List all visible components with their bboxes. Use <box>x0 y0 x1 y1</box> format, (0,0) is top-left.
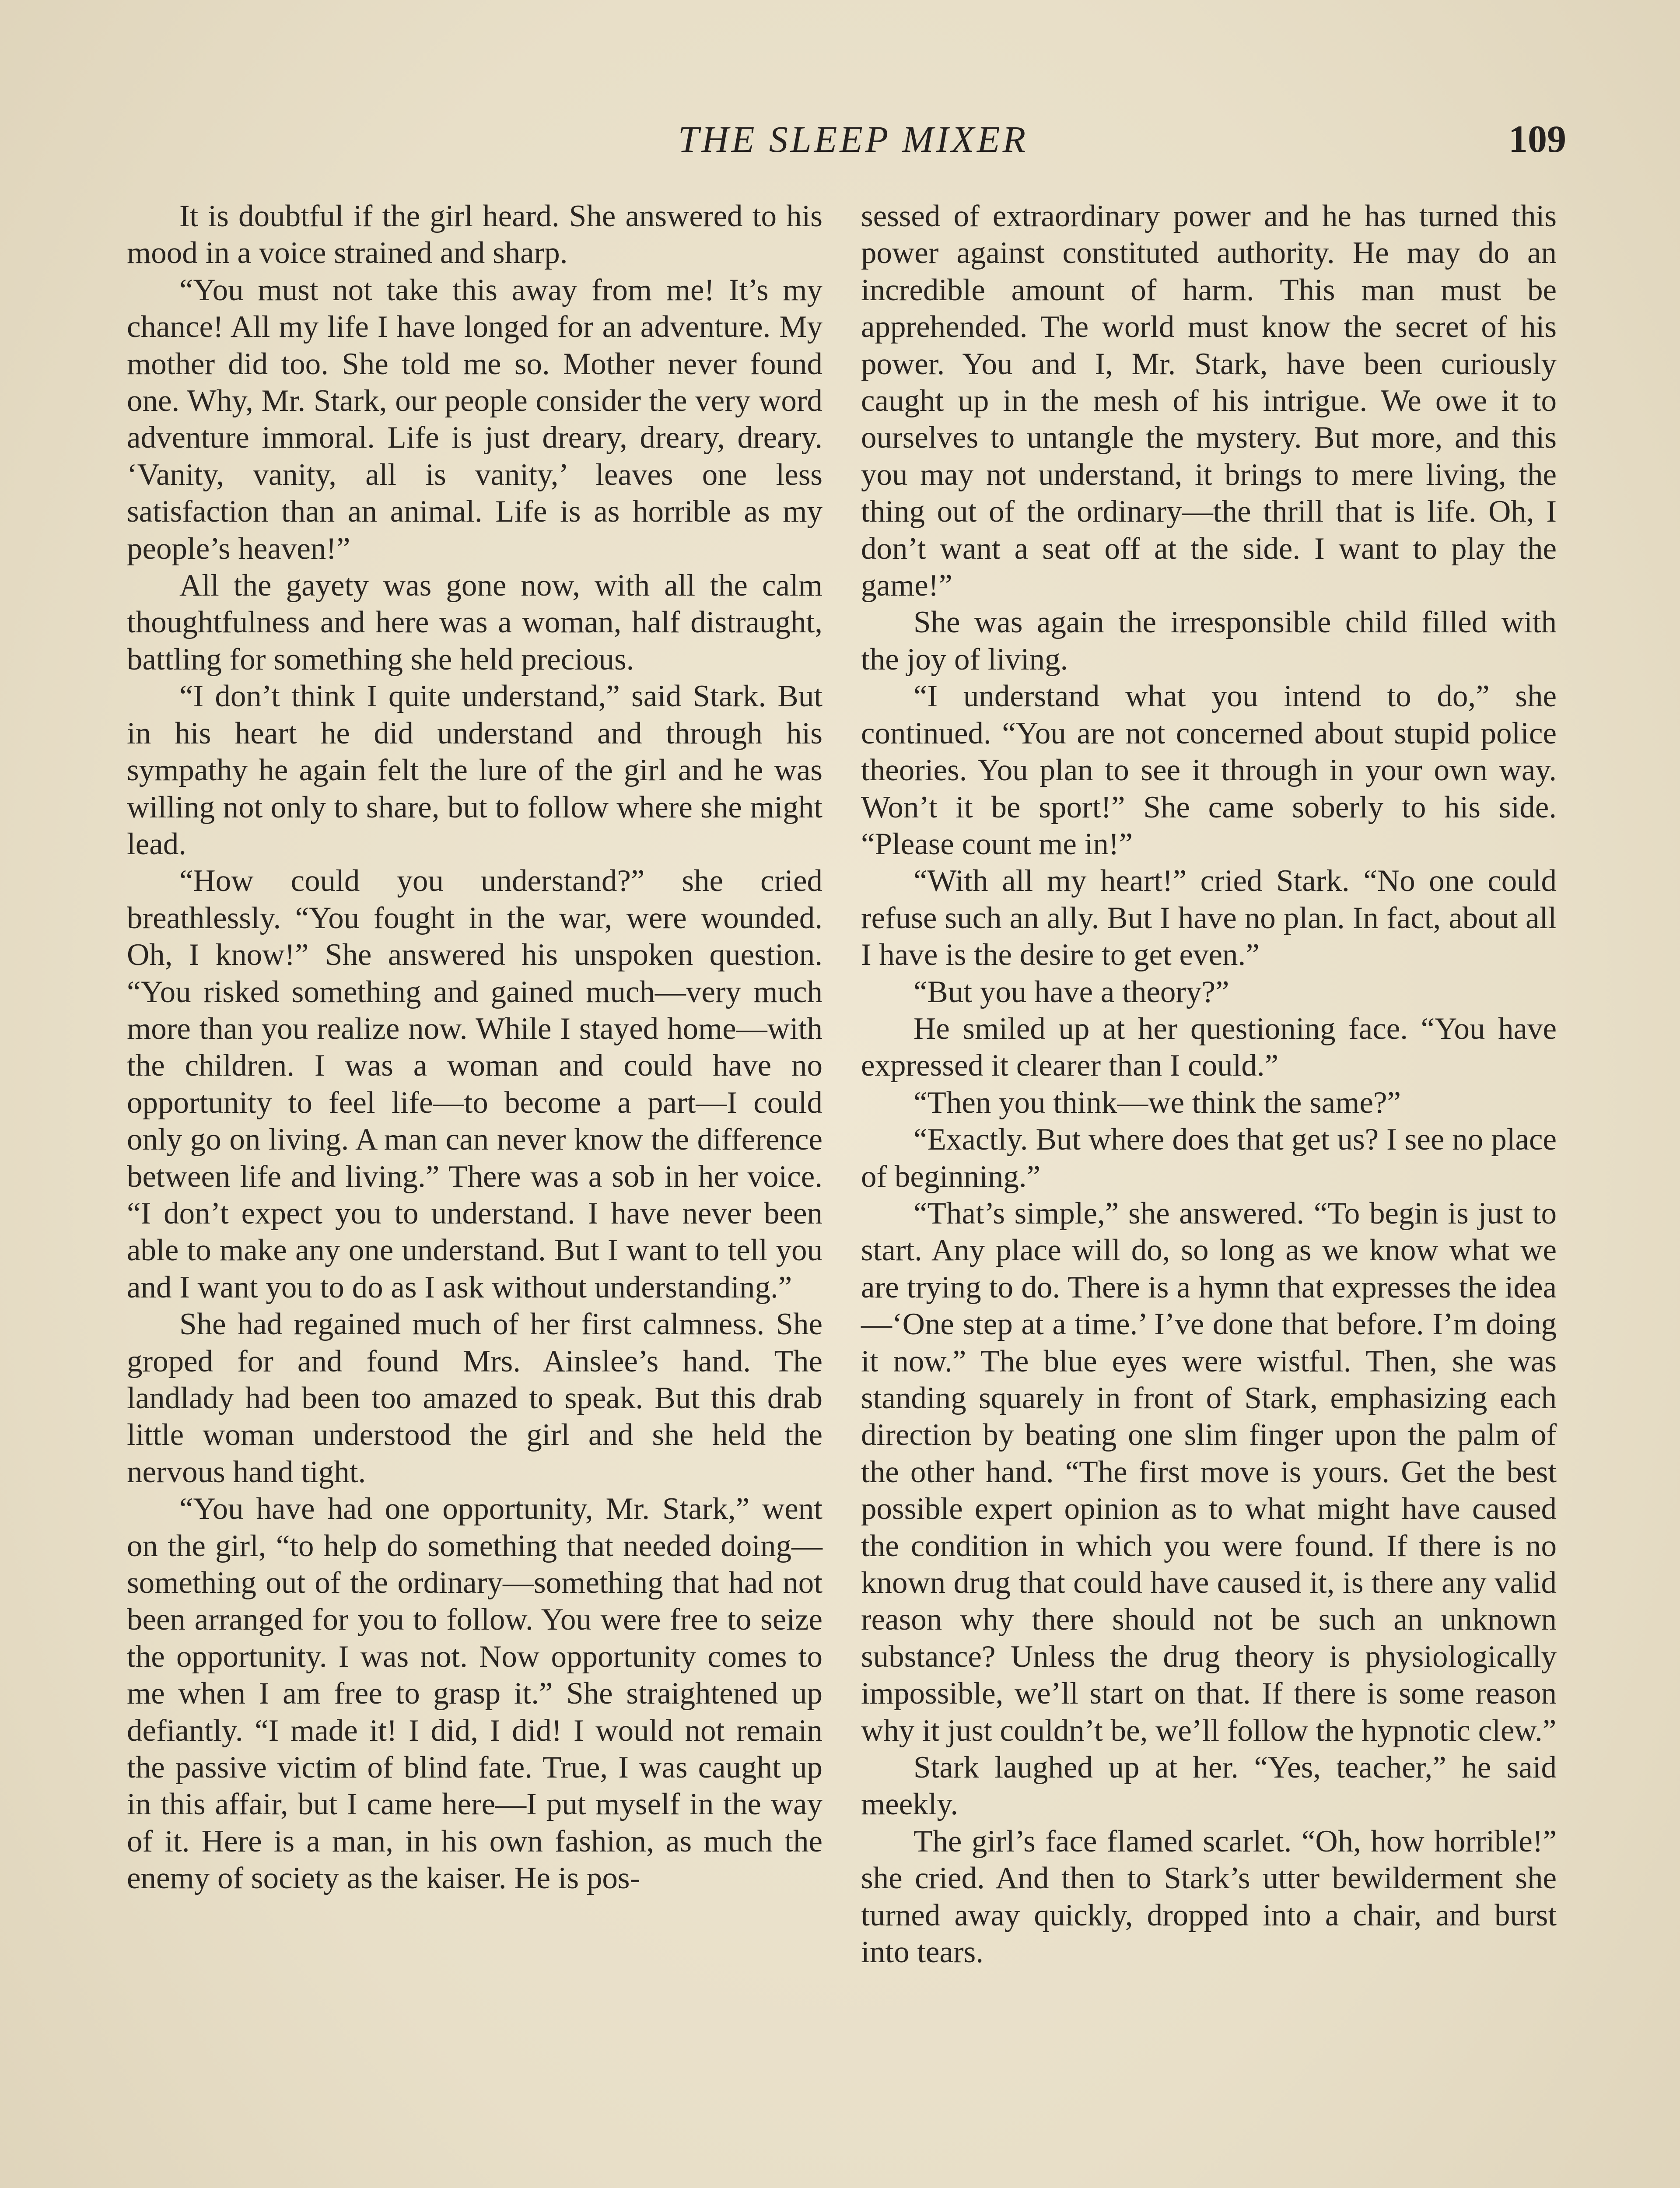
right-text-column <box>861 198 1557 1971</box>
paragraph: All the gayety was gone now, with all the calm thoughtfulness and here was a woman, half distraught, battling for something she held precious. <box>127 568 822 677</box>
paragraph: “That’s simple,” she answered. “To begin is just to start. Any place will do, so long as we know what we are trying to do. There is a hymn that expresses the idea—‘One step at a time.’ I’ve done that before. I’m doing it now.” The blue eyes were wistful. Then, she was standing squarely in front of Stark, emphasizing each direction by beating one slim finger upon the palm of the other hand. “The first move is yours. Get the best possible expert opinion as to what might have caused the condition in which you were found. If there is no known drug that could have caused it, is there any valid reason why there should not be such an unknown substance? Unless the drug theory is physiologically impossible, we’ll start on that. If there is some reason why it just couldn’t be, we’ll follow the hypnotic clew.” <box>861 1196 1557 1748</box>
paragraph: The girl’s face flamed scarlet. “Oh, how horrible!” she cried. And then to Stark’s utter bewilderment she turned away quickly, dropped into a chair, and burst into tears. <box>861 1824 1557 1970</box>
paragraph: He smiled up at her questioning face. “You have expressed it clearer than I could.” <box>861 1011 1557 1083</box>
paragraph: “But you have a theory?” <box>914 975 1229 1009</box>
paragraph: “With all my heart!” cried Stark. “No one could refuse such an ally. But I have no plan. In fact, about all I have is the desire to get even.” <box>861 864 1557 972</box>
paragraph: Stark laughed up at her. “Yes, teacher,” he said meekly. <box>861 1750 1557 1822</box>
left-text-column <box>127 198 822 1897</box>
paragraph: “You have had one opportunity, Mr. Stark,” went on the girl, “to help do something that needed doing—something out of the ordinary—something that had not been arranged for you to follow. You were free to seize the opportunity. I was not. Now opportunity comes to me when I am free to grasp it.” She straightened up defiantly. “I made it! I did, I did! I would not remain the passive victim of blind fate. True, I was caught up in this affair, but I came here—I put myself in the way of it. Here is a man, in his own fashion, as much the enemy of society as the kaiser. He is pos- <box>127 1492 822 1896</box>
paragraph: “Then you think—we think the same?” <box>914 1085 1401 1120</box>
running-head: THE SLEEP MIXER <box>678 118 1029 160</box>
paragraph: “I don’t think I quite understand,” said Stark. But in his heart he did understand and through his sympathy he again felt the lure of the girl and he was willing not only to share, but to follow where she might lead. <box>127 679 822 861</box>
paragraph: “You must not take this away from me! It’s my chance! All my life I have longed for an adventure. My mother did too. She told me so. Mother never found one. Why, Mr. Stark, our people consider the very word adventure immoral. Life is just dreary, dreary, dreary. ‘Vanity, vanity, all is vanity,’ leaves one less satisfaction than an animal. Life is as horrible as my people’s heaven!” <box>127 273 822 566</box>
paragraph: “How could you understand?” she cried breathlessly. “You fought in the war, were wounded. Oh, I know!” She answered his unspoken question. “You risked something and gained much—very much more than you realize now. While I stayed home—with the children. I was a woman and could have no opportunity to feel life—to become a part—I could only go on living. A man can never know the difference between life and living.” There was a sob in her voice. “I don’t expect you to understand. I have never been able to make any one understand. But I want to tell you and I want you to do as I ask without understanding.” <box>127 864 822 1304</box>
page-number: 109 <box>1508 118 1566 161</box>
paragraph: “Exactly. But where does that get us? I see no place of beginning.” <box>861 1122 1557 1194</box>
paragraph: She had regained much of her first calmness. She groped for and found Mrs. Ainslee’s hand. The landlady had been too amazed to speak. But this drab little woman understood the girl and she held the nervous hand tight. <box>127 1307 822 1489</box>
paragraph: It is doubtful if the girl heard. She answered to his mood in a voice strained and sharp. <box>127 199 822 270</box>
paragraph-continuation: sessed of extraordinary power and he has turned this power against constituted authority. He may do an incredible amount of harm. This man must be apprehended. The world must know the secret of his power. You and I, Mr. Stark, have been curiously caught up in the mesh of his intrigue. We owe it to ourselves to untangle the mystery. But more, and this you may not understand, it brings to mere living, the thing out of the ordinary—the thrill that is life. Oh, I don’t want a seat off at the side. I want to play the game!” <box>861 199 1557 603</box>
paragraph: “I understand what you intend to do,” she continued. “You are not concerned about stupid police theories. You plan to see it through in your own way. Won’t it be sport!” She came soberly to his side. “Please count me in!” <box>861 679 1557 861</box>
paragraph: She was again the irresponsible child filled with the joy of living. <box>861 605 1557 677</box>
